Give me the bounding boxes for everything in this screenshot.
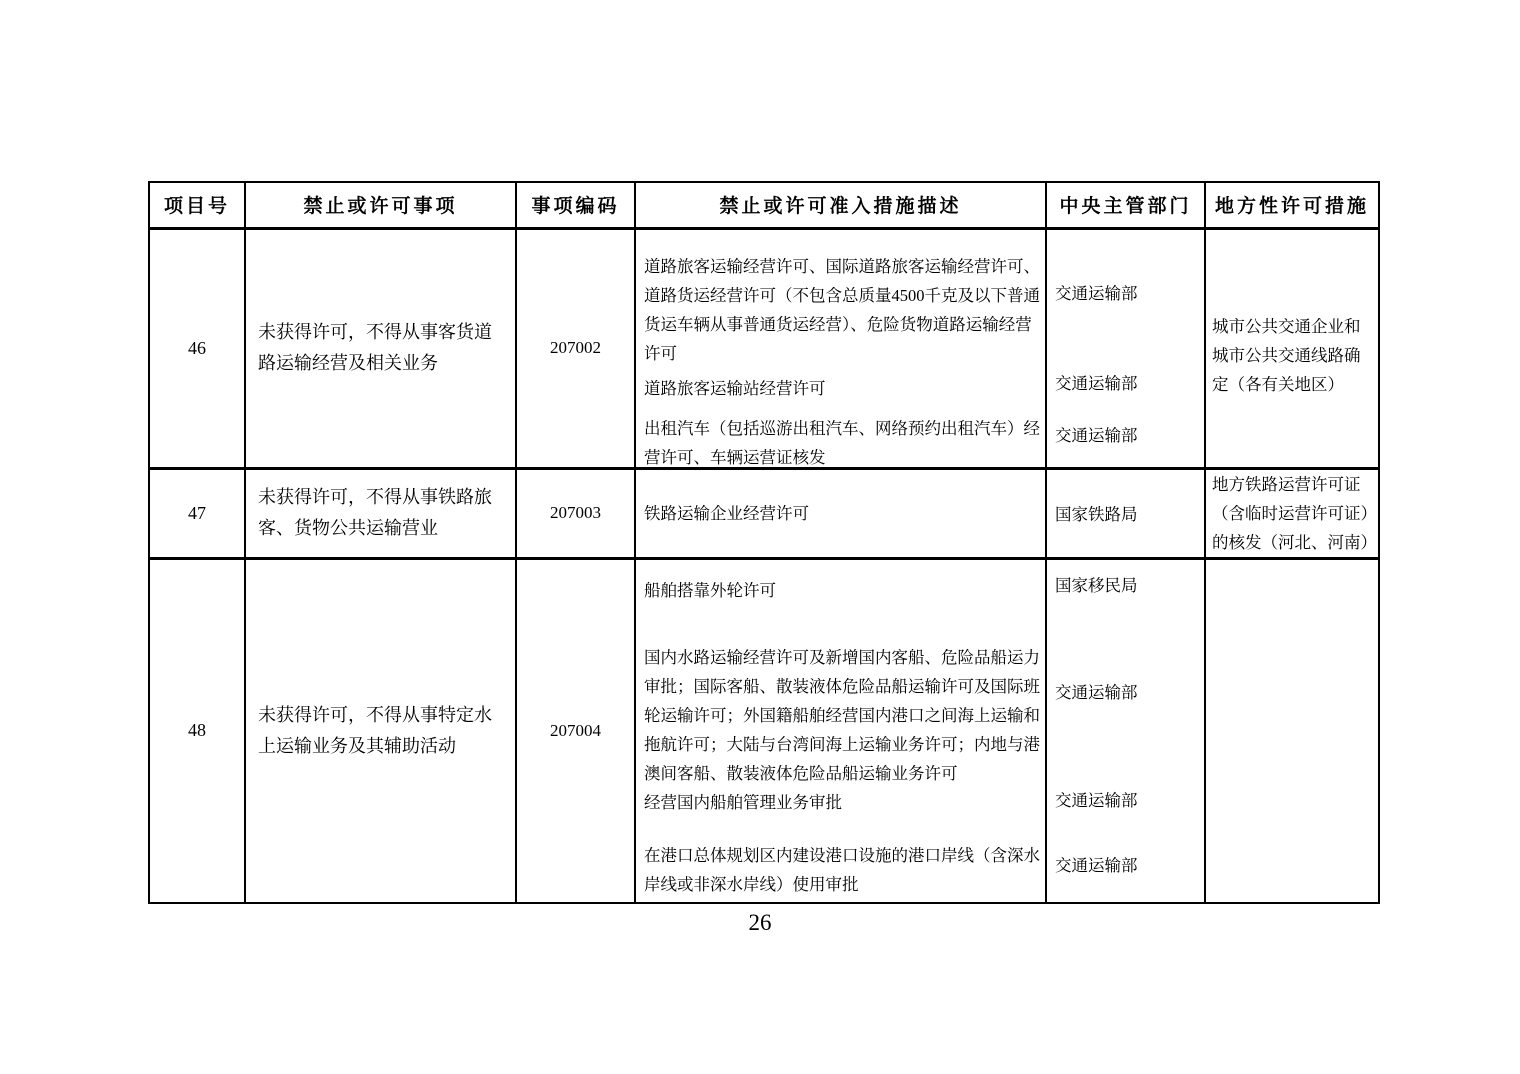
local-measures-cell — [1205, 228, 1379, 468]
header-item-code: 事项编码 — [516, 182, 635, 228]
measure-text: 出租汽车（包括巡游出租汽车、网络预约出租汽车）经营许可、车辆运营证核发 — [644, 418, 1040, 467]
header-item-number: 项目号 — [149, 182, 245, 228]
item-code-cell: 207004 — [516, 558, 635, 903]
header-measure-description: 禁止或许可准入措施描述 — [635, 182, 1046, 228]
local-measure-text: 城市公共交通企业和城市公共交通线路确定（各有关地区） — [1212, 316, 1361, 394]
matter-cell: 未获得许可，不得从事客货道路运输经营及相关业务 — [245, 228, 516, 468]
department-name: 交通运输部 — [1055, 373, 1138, 393]
table-row-47 — [149, 468, 1379, 558]
department-name: 交通运输部 — [1055, 425, 1138, 445]
measures-cell: 铁路运输企业经营许可 — [635, 468, 1046, 558]
measure-text: 国内水路运输经营许可及新增国内客船、危险品船运力审批；国际客船、散装液体危险品船运输许可及国际班轮运输许可；外国籍船舶经营国内港口之间海上运输和拖航许可；大陆与台湾间海上运输业务许可；内地与港澳间客船、散装液体危险品船运输业务许可 — [644, 647, 1040, 783]
department-name: 国家移民局 — [1055, 575, 1138, 595]
measure-text: 道路旅客运输经营许可、国际道路旅客运输经营许可、道路货运经营许可（不包含总质量4500千克及以下普通货运车辆从事普通货运经营）、危险货物道路运输经营许可 — [644, 256, 1040, 363]
item-code-cell: 207003 — [516, 468, 635, 558]
item-code-cell: 207002 — [516, 228, 635, 468]
item-number-cell: 46 — [149, 228, 245, 468]
measure-text: 道路旅客运输站经营许可 — [644, 378, 826, 398]
item-number-cell: 47 — [149, 468, 245, 558]
page-number: 26 — [748, 910, 772, 935]
measure-text: 在港口总体规划区内建设港口设施的港口岸线（含深水岸线或非深水岸线）使用审批 — [644, 845, 1040, 894]
department-name: 交通运输部 — [1055, 855, 1138, 875]
local-measures-cell — [1205, 558, 1379, 903]
department-name: 交通运输部 — [1055, 283, 1138, 303]
central-department-cell — [1046, 228, 1205, 468]
item-number-cell: 48 — [149, 558, 245, 903]
table-row-46 — [149, 228, 1379, 468]
department-name: 交通运输部 — [1055, 790, 1138, 810]
central-department-cell: 国家铁路局 — [1046, 468, 1205, 558]
measure-text: 经营国内船舶管理业务审批 — [644, 792, 842, 812]
header-local-measures: 地方性许可措施 — [1205, 182, 1379, 228]
table-row-48 — [149, 558, 1379, 903]
matter-cell: 未获得许可，不得从事特定水上运输业务及其辅助活动 — [245, 558, 516, 903]
local-measures-cell: 地方铁路运营许可证（含临时运营许可证）的核发（河北、河南） — [1205, 468, 1379, 558]
measure-text: 船舶搭靠外轮许可 — [644, 580, 776, 600]
negative-list-table — [148, 181, 1380, 904]
measures-cell — [635, 558, 1046, 903]
matter-cell: 未获得许可，不得从事铁路旅客、货物公共运输营业 — [245, 468, 516, 558]
header-prohibited-or-licensed-matter: 禁止或许可事项 — [245, 182, 516, 228]
header-central-department: 中央主管部门 — [1046, 182, 1205, 228]
central-department-cell — [1046, 558, 1205, 903]
table-header-row — [149, 182, 1379, 228]
department-name: 交通运输部 — [1055, 682, 1138, 702]
measures-cell — [635, 228, 1046, 468]
